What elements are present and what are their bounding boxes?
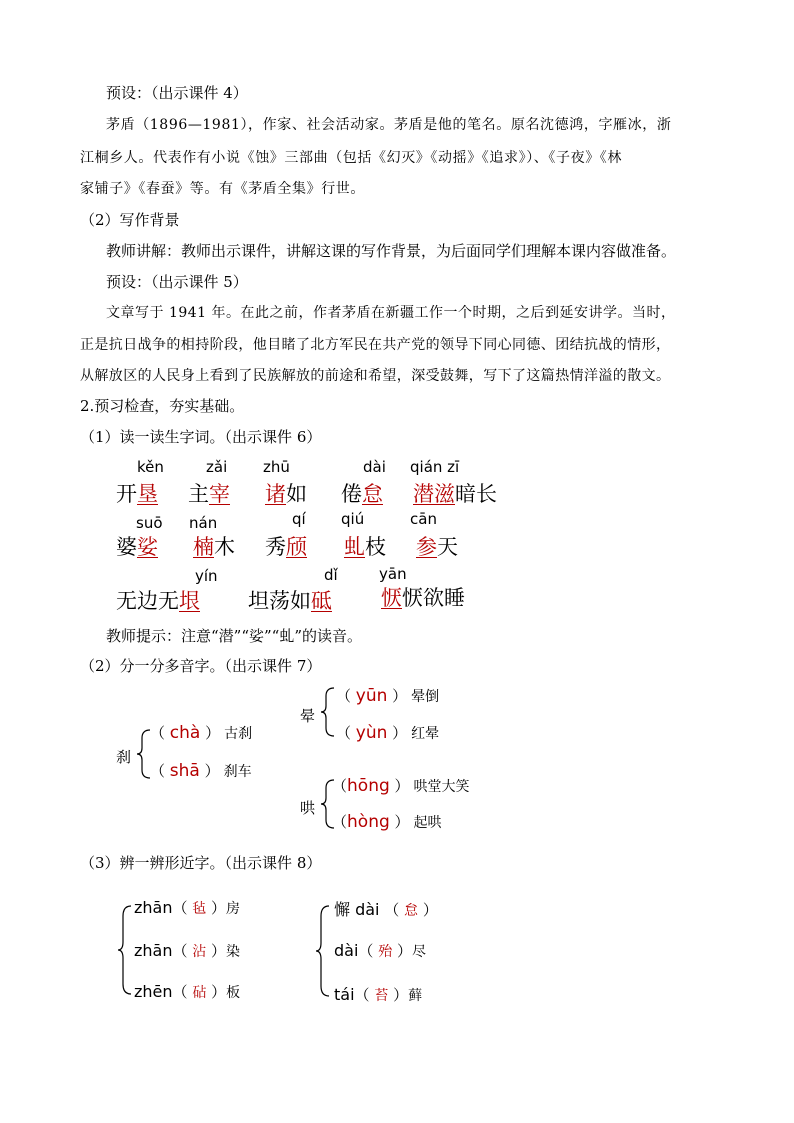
vocab-word: 楠木 bbox=[193, 535, 235, 559]
pinyin: zǎi bbox=[206, 458, 228, 476]
vocab-word: 潜滋暗长 bbox=[413, 482, 497, 506]
polyphone-reading: （ shā ） 刹车 bbox=[150, 761, 252, 781]
similar-char-item: 懈 dài （ 怠 ） bbox=[334, 900, 438, 919]
polyphone-reading: （hōng ） 哄堂大笑 bbox=[332, 776, 470, 796]
vocab-word: 无边无垠 bbox=[116, 589, 200, 613]
pinyin: kěn bbox=[137, 458, 164, 476]
pinyin: qí bbox=[292, 510, 306, 528]
vocab-word: 开垦 bbox=[116, 482, 158, 506]
similar-char-item: zhān（ 沾 ）染 bbox=[134, 941, 241, 960]
similar-char-item: dài（ 殆 ）尽 bbox=[334, 941, 426, 960]
vocab-word: 恹恹欲睡 bbox=[381, 586, 465, 610]
teacher-tip: 教师提示：注意“潜”“娑”“虬”的读音。 bbox=[106, 627, 363, 645]
teacher-explanation: 教师讲解：教师出示课件，讲解这课的写作背景，为后面同学们理解本课内容做准备。 bbox=[106, 242, 677, 260]
similar-chars-title: （3）辨一辨形近字。（出示课件 8） bbox=[80, 854, 322, 872]
pinyin: qián zī bbox=[410, 458, 460, 476]
brace-icon bbox=[117, 904, 133, 996]
background-line-1: 文章写于 1941 年。在此之前，作者茅盾在新疆工作一个时期，之后到延安讲学。当时， bbox=[106, 305, 676, 321]
pinyin: zhū bbox=[263, 458, 290, 476]
vocab-word: 坦荡如砥 bbox=[248, 589, 332, 613]
pinyin: yān bbox=[379, 565, 407, 583]
background-line-2: 正是抗日战争的相持阶段，他目睹了北方军民在共产党的领导下同心同德、团结抗战的情形， bbox=[80, 337, 671, 353]
pinyin: yín bbox=[195, 567, 218, 585]
polyphone-reading: （ yūn ） 晕倒 bbox=[336, 686, 440, 706]
vocab-word: 主宰 bbox=[188, 482, 230, 506]
pinyin: cān bbox=[410, 510, 437, 528]
brace-icon bbox=[315, 904, 331, 998]
vocab-word: 婆娑 bbox=[116, 535, 158, 559]
vocab-word: 参天 bbox=[416, 535, 458, 559]
polyphone-reading: （ chà ） 古刹 bbox=[150, 723, 253, 743]
vocab-word: 诸如 bbox=[265, 482, 307, 506]
similar-char-item: zhān（ 毡 ）房 bbox=[134, 898, 241, 917]
bio-line-3: 家铺子》《春蚕》等。有《茅盾全集》行世。 bbox=[80, 181, 365, 197]
section-title-background: （2）写作背景 bbox=[80, 211, 180, 229]
vocab-word: 虬枝 bbox=[344, 535, 386, 559]
bio-line-2: 江桐乡人。代表作有小说《蚀》三部曲（包括《幻灭》《动摇》《追求》）、《子夜》《林 bbox=[80, 150, 622, 166]
pinyin: qiú bbox=[341, 510, 365, 528]
read-words-title: （1）读一读生字词。（出示课件 6） bbox=[80, 428, 322, 446]
polyphone-char: 哄 bbox=[300, 799, 316, 817]
similar-char-item: zhēn（ 砧 ）板 bbox=[134, 982, 241, 1001]
polyphone-title: （2）分一分多音字。（出示课件 7） bbox=[80, 657, 322, 675]
pinyin: suō bbox=[136, 514, 163, 532]
polyphone-char: 晕 bbox=[300, 707, 316, 725]
pinyin: dài bbox=[363, 458, 386, 476]
polyphone-char: 刹 bbox=[116, 748, 132, 766]
brace-icon bbox=[320, 686, 336, 738]
preset-line-4: 预设：（出示课件 4） bbox=[106, 84, 248, 102]
preset-line-5: 预设：（出示课件 5） bbox=[106, 273, 248, 291]
pinyin: dǐ bbox=[324, 566, 338, 584]
preview-heading: 2.预习检查，夯实基础。 bbox=[80, 397, 245, 415]
polyphone-reading: （hòng ） 起哄 bbox=[332, 812, 442, 832]
bio-line-1: 茅盾（1896—1981），作家、社会活动家。茅盾是他的笔名。原名沈德鸿，字雁冰，浙 bbox=[106, 117, 672, 133]
pinyin: nán bbox=[189, 514, 218, 532]
vocab-word: 秀颀 bbox=[265, 535, 307, 559]
vocab-word: 倦怠 bbox=[341, 482, 383, 506]
polyphone-reading: （ yùn ） 红晕 bbox=[336, 723, 440, 743]
similar-char-item: tái（ 苔 ）藓 bbox=[334, 985, 423, 1004]
background-line-3: 从解放区的人民身上看到了民族解放的前途和希望，深受鼓舞，写下了这篇热情洋溢的散文。 bbox=[80, 368, 671, 384]
